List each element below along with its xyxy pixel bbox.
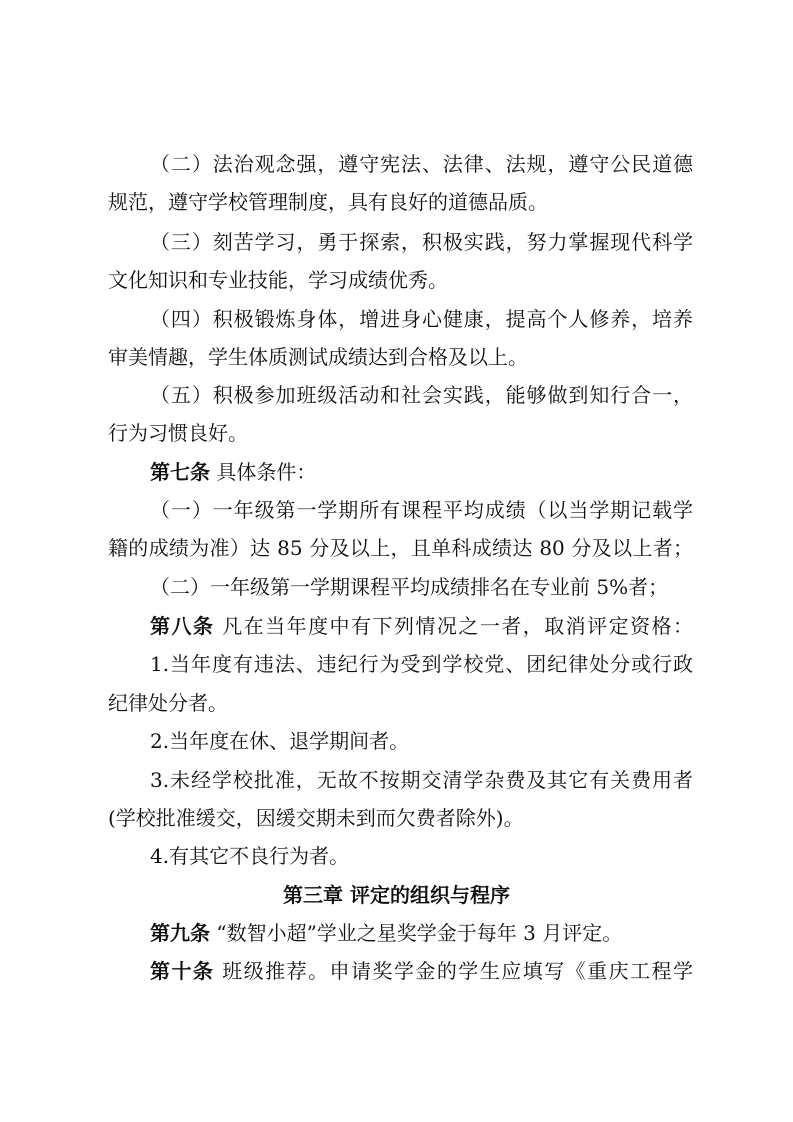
article-7 (150, 459, 693, 485)
paragraph-line: （五）积极参加班级活动和社会实践，能够做到知行合一， (150, 383, 693, 407)
paragraph-line: 2.当年度在休、退学期间者。 (150, 729, 410, 753)
article-8 (150, 613, 693, 639)
paragraph-line: 4.有其它不良行为者。 (150, 844, 350, 868)
article-text: 凡在当年度中有下列情况之一者，取消评定资格： (222, 614, 693, 638)
chapter-heading: 第三章 评定的组织与程序 (283, 883, 510, 907)
paragraph-line: （四）积极锻炼身体，增进身心健康，提高个人修养，培养 (150, 307, 693, 331)
article-label: 第十条 (150, 959, 215, 983)
paragraph-line: 3.未经学校批准，无故不按期交清学杂费及其它有关费用者 (150, 768, 693, 792)
article-label: 第七条 (150, 460, 210, 484)
paragraph-line: 籍的成绩为准）达 85 分及以上，且单科成绩达 80 分及以上者； (108, 536, 693, 560)
article-label: 第九条 (150, 921, 210, 945)
paragraph-line: 规范，遵守学校管理制度，具有良好的道德品质。 (108, 190, 548, 214)
paragraph-line: （一）一年级第一学期所有课程平均成绩（以当学期记载学 (150, 498, 693, 522)
article-10 (150, 958, 693, 984)
paragraph-line: （三）刻苦学习，勇于探索，积极实践，努力掌握现代科学 (150, 230, 693, 254)
paragraph-line: 审美情趣，学生体质测试成绩达到合格及以上。 (108, 345, 528, 369)
paragraph-line: 行为习惯良好。 (108, 421, 248, 445)
article-9 (150, 920, 693, 946)
paragraph-line: (学校批准缓交，因缓交期未到而欠费者除外)。 (108, 806, 524, 830)
article-label: 第八条 (150, 614, 215, 638)
paragraph-line: 1.当年度有违法、违纪行为受到学校党、团纪律处分或行政 (150, 652, 693, 676)
paragraph-line: 纪律处分者。 (108, 691, 228, 715)
article-text: “数智小超”学业之星奖学金于每年 3 月评定。 (216, 921, 623, 945)
article-text: 具体条件： (216, 460, 317, 484)
article-text: 班级推荐。申请奖学金的学生应填写《重庆工程学 (222, 959, 693, 983)
paragraph-line: 文化知识和专业技能，学习成绩优秀。 (108, 268, 448, 292)
paragraph-line: （二）法治观念强，遵守宪法、法律、法规，遵守公民道德 (150, 152, 693, 176)
paragraph-line: （二）一年级第一学期课程平均成绩排名在专业前 5%者； (150, 575, 669, 599)
